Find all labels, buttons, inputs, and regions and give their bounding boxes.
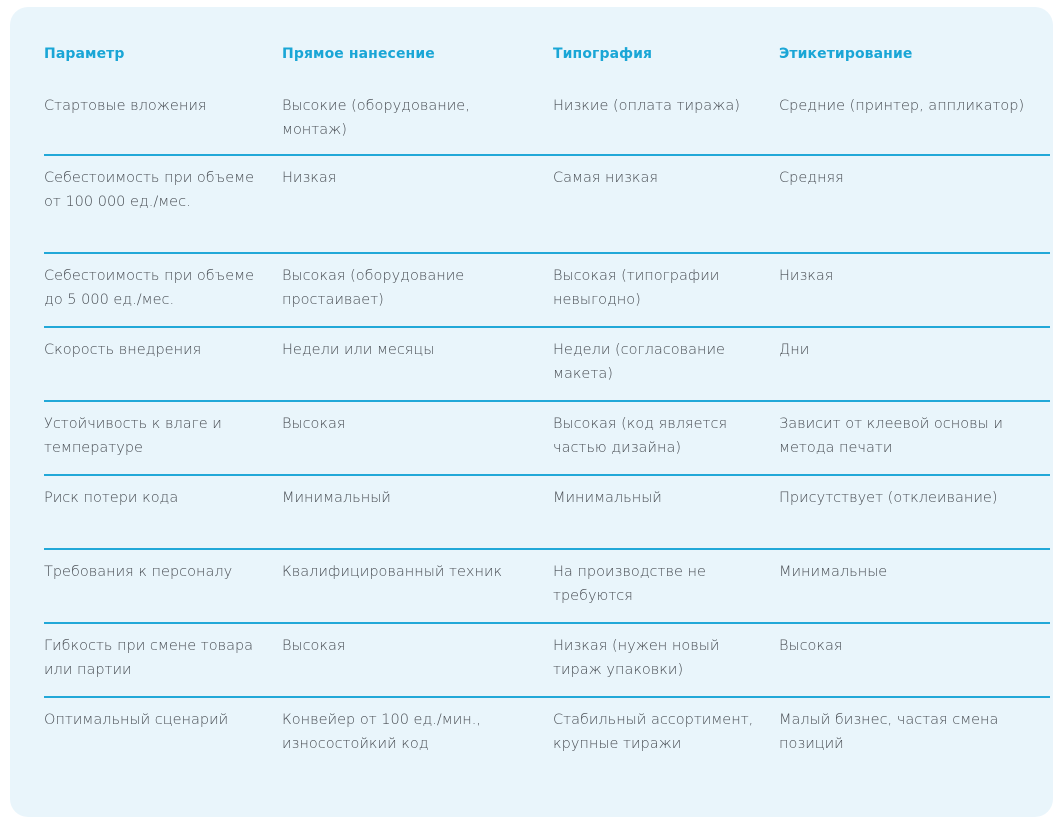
cell-direct-printing: Высокая xyxy=(282,623,553,697)
cell-labeling: Средние (принтер, аппликатор) xyxy=(779,84,1050,155)
header-direct-printing: Прямое нанесение xyxy=(282,46,435,62)
table-header-row xyxy=(44,32,1050,84)
cell-labeling: Присутствует (отклеивание) xyxy=(779,475,1050,549)
cell-direct-printing: Низкая xyxy=(282,155,553,253)
cell-parameter: Требования к персоналу xyxy=(44,549,282,623)
comparison-table xyxy=(44,32,1050,792)
table-row xyxy=(44,475,1050,549)
header-printing-house: Типография xyxy=(553,46,653,62)
cell-parameter: Устойчивость к влаге и температуре xyxy=(44,401,282,475)
cell-parameter: Гибкость при смене товара или партии xyxy=(44,623,282,697)
cell-printing-house: Низкая (нужен новый тираж упаковки) xyxy=(553,623,779,697)
cell-labeling: Дни xyxy=(779,327,1050,401)
cell-labeling: Минимальные xyxy=(779,549,1050,623)
cell-parameter: Риск потери кода xyxy=(44,475,282,549)
table-row xyxy=(44,155,1050,253)
table-row xyxy=(44,253,1050,327)
cell-direct-printing: Высокая (оборудование простаивает) xyxy=(282,253,553,327)
cell-parameter: Оптимальный сценарий xyxy=(44,712,229,728)
cell-direct-printing: Минимальный xyxy=(282,475,553,549)
cell-parameter: Себестоимость при объеме от 100 000 ед./мес. xyxy=(44,155,282,253)
cell-printing-house: Стабильный ассортимент, крупные тиражи xyxy=(553,712,754,752)
table-row xyxy=(44,549,1050,623)
cell-labeling: Низкая xyxy=(779,253,1050,327)
header-labeling: Этикетирование xyxy=(779,46,913,62)
cell-parameter: Себестоимость при объеме до 5 000 ед./мес. xyxy=(44,253,282,327)
cell-direct-printing: Квалифицированный техник xyxy=(282,549,553,623)
cell-printing-house: Низкие (оплата тиража) xyxy=(553,84,779,155)
cell-labeling: Средняя xyxy=(779,155,1050,253)
table-row xyxy=(44,327,1050,401)
cell-printing-house: Недели (согласование макета) xyxy=(553,327,779,401)
cell-printing-house: На производстве не требуются xyxy=(553,549,779,623)
cell-printing-house: Высокая (код является частью дизайна) xyxy=(553,401,779,475)
header-parameter: Параметр xyxy=(44,46,125,62)
cell-printing-house: Минимальный xyxy=(553,475,779,549)
cell-labeling: Зависит от клеевой основы и метода печати xyxy=(779,401,1050,475)
cell-parameter: Скорость внедрения xyxy=(44,327,282,401)
table-row xyxy=(44,401,1050,475)
cell-printing-house: Высокая (типографии невыгодно) xyxy=(553,253,779,327)
cell-parameter: Стартовые вложения xyxy=(44,84,282,155)
cell-direct-printing: Высокие (оборудование, монтаж) xyxy=(282,84,553,155)
table-row xyxy=(44,697,1050,792)
cell-direct-printing: Высокая xyxy=(282,401,553,475)
cell-labeling: Малый бизнес, частая смена позиций xyxy=(779,712,999,752)
table-row xyxy=(44,84,1050,155)
cell-labeling: Высокая xyxy=(779,623,1050,697)
cell-direct-printing: Конвейер от 100 ед./мин., износостойкий код xyxy=(282,712,481,752)
table-row xyxy=(44,623,1050,697)
cell-printing-house: Самая низкая xyxy=(553,155,779,253)
cell-direct-printing: Недели или месяцы xyxy=(282,327,553,401)
